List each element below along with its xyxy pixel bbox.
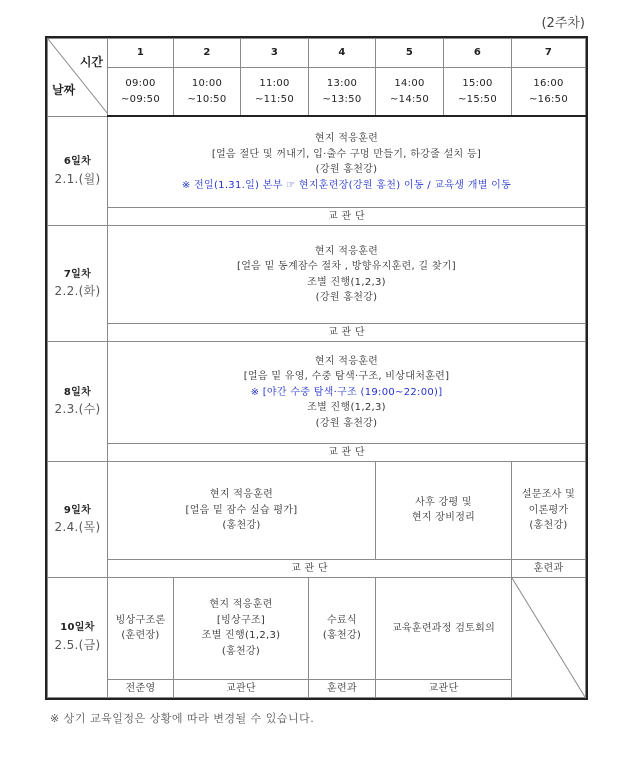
slot-time: 14:00 ~14:50 <box>376 68 444 116</box>
activity-line: 현지 적응훈련 <box>209 489 274 501</box>
day-label-8: 8일차 2.3.(수) <box>48 342 108 462</box>
activity-line: 수료식 <box>327 614 357 626</box>
day9-activity-main <box>108 462 376 560</box>
footnote: ※ 상기 교육일정은 상황에 따라 변경될 수 있습니다. <box>50 712 315 725</box>
day-label-7: 7일차 2.2.(화) <box>48 226 108 342</box>
activity-note: ※ [야간 수중 탐색·구조 (19:00~22:00)] <box>250 386 443 398</box>
activity-line: 현지 장비정리 <box>411 512 476 524</box>
day10-instructor-1: 전준영 <box>108 679 174 697</box>
day8-instructor: 교 관 단 <box>108 443 586 461</box>
slot-number: 5 <box>376 39 444 68</box>
day7-instructor: 교 관 단 <box>108 324 586 342</box>
day9-activity-review <box>376 462 512 560</box>
activity-line: [빙상구조] <box>216 614 266 626</box>
slot-time: 11:00 ~11:50 <box>241 68 309 116</box>
slot-time: 15:00 ~15:50 <box>444 68 512 116</box>
empty-cell-diagonal <box>512 578 585 697</box>
activity-line: [얼음 절단 및 꺼내기, 입·출수 구멍 만들기, 하강줄 설치 등] <box>211 148 482 160</box>
slot-number: 1 <box>108 39 174 68</box>
activity-line: (홍천강) <box>529 520 568 532</box>
activity-line: 이론평가 <box>528 504 569 516</box>
date-header-label: 날짜 <box>52 83 76 98</box>
day10-activity-review <box>376 578 512 680</box>
activity-line: (강원 홍천강) <box>315 417 378 429</box>
day10-instructor-2: 교관단 <box>174 679 309 697</box>
activity-line: (강원 홍천강) <box>315 292 378 304</box>
activity-line: 현지 적응훈련 <box>314 355 379 367</box>
day9-instructor-right: 훈련과 <box>512 559 586 577</box>
activity-line: (홍천강) <box>322 630 362 642</box>
week-label: (2주차) <box>541 16 585 31</box>
slot-time: 16:00 ~16:50 <box>512 68 586 116</box>
day10-activity-ceremony <box>309 578 376 680</box>
header-corner-cell <box>48 39 108 117</box>
day7-activity <box>108 226 586 324</box>
day-label-9: 9일차 2.4.(목) <box>48 462 108 578</box>
day9-activity-survey <box>512 462 586 560</box>
activity-line: [얼음 밑 잠수 실습 평가] <box>185 504 298 516</box>
day6-instructor: 교 관 단 <box>108 208 586 226</box>
slot-number: 4 <box>309 39 376 68</box>
day-label-10: 10일차 2.5.(금) <box>48 578 108 698</box>
activity-line: (홍천강) <box>221 645 261 657</box>
time-header-label: 시간 <box>79 55 103 69</box>
activity-note: ※ 전일(1.31.일) 본부 ☞ 현지훈련장(강원 홍천) 이동 / 교육생 개별 이동 <box>181 179 512 191</box>
day10-instructor-4: 교관단 <box>376 679 512 697</box>
activity-line: [얼음 밑 동계잠수 절차 , 방향유지훈련, 길 찾기] <box>237 261 456 273</box>
activity-line: (홍천강) <box>222 520 261 532</box>
day9-instructor: 교 관 단 <box>108 559 512 577</box>
day10-activity-main <box>174 578 309 680</box>
slot-number: 7 <box>512 39 586 68</box>
day10-instructor-3: 훈련과 <box>309 679 376 697</box>
day10-empty-cell <box>512 578 586 698</box>
activity-line: 설문조사 및 <box>521 489 576 501</box>
activity-line: 현지 적응훈련 <box>314 245 379 257</box>
activity-line: [얼음 밑 유영, 수중 탐색·구조, 비상대처훈련] <box>243 371 450 383</box>
activity-line: 현지 적응훈련 <box>209 599 273 611</box>
activity-line: 조별 진행(1,2,3) <box>307 402 386 414</box>
slot-number: 6 <box>444 39 512 68</box>
corner-diagonal <box>48 39 108 114</box>
slot-time: 13:00 ~13:50 <box>309 68 376 116</box>
activity-line: 교육훈련과정 검토회의 <box>391 622 496 634</box>
day8-activity <box>108 342 586 444</box>
activity-line: 빙상구조론 <box>115 614 166 626</box>
day10-activity-rescue-theory <box>108 578 174 680</box>
slot-time: 10:00 ~10:50 <box>174 68 241 116</box>
day-label-6: 6일차 2.1.(월) <box>48 116 108 226</box>
slot-number: 3 <box>241 39 309 68</box>
activity-line: (강원 홍천강) <box>315 164 378 176</box>
activity-line: 현지 적응훈련 <box>314 133 379 145</box>
activity-line: 조별 진행(1,2,3) <box>307 276 386 288</box>
slot-number: 2 <box>174 39 241 68</box>
schedule-table <box>47 38 586 698</box>
slot-time: 09:00 ~09:50 <box>108 68 174 116</box>
activity-line: 조별 진행(1,2,3) <box>201 630 281 642</box>
activity-line: 사후 강평 및 <box>415 496 472 508</box>
activity-line: (훈련장) <box>121 630 160 642</box>
day6-activity <box>108 116 586 207</box>
